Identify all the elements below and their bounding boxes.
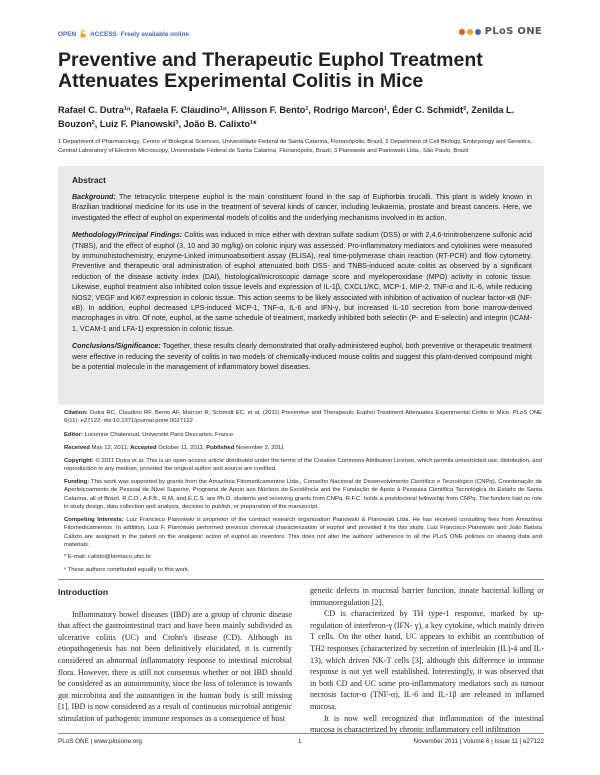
logo-dots-icon xyxy=(459,29,481,35)
page-number: 1 xyxy=(298,738,302,745)
intro-paragraph-3: CD is characterized by TH type-1 response, marked by up-regulation of interferon-γ (IFN- γ), a key cytokine, which mainly driven T cells. On the other hand, UC appears to exhibit an contribution of TH2 responses (characterized by secretion of interleukin (IL)-4 and IL-13), which driven NK-T cells [3], although this difference in immune response is not yet well established. Interestingly, it was observed that in both CD and UC some pro-inflammatory mediators such as tumour necrosis factor-α (TNF-α), IL-6 and IL-1β are released in inflamed mucosa. xyxy=(310,609,544,711)
availability-label: Freely available online xyxy=(120,30,189,38)
footer-issue: November 2011 | Volume 6 | Issue 11 | e27122 xyxy=(413,738,544,745)
abstract-methodology: Methodology/Principal Findings: Colitis was induced in mice either with dextran sulfate sodium (DSS) or with 2,4,6-trinitrobenzene sulfonic acid (TNBS), and the effect of euphol (3, 10 and 30 mg/kg) on colonic injury was assessed. Pro-inflammatory mediators and cytokines were measured by immunohistochemistry, enzyme-Linked immunoabsorbent assay (ELISA), real time-polymerase chain reaction (RT-PCR) and flow cytometry. Preventive and therapeutic oral administration of euphol attenuated both DSS- and TNBS-induced acute colitis as observed by a significant reduction of the disease activity index (DAI), histological/microscopic damage score and myeloperoxidase (MPO) activity in colonic tissue. Likewise, euphol treatment also inhibited colon tissue levels and expression of IL-1β, CXCL1/KC, MCP-1, MIP-2, TNF-α and IL-6, while reducing NOS2, VEGF and Ki67 expression in colonic tissue. This action seems to be likely associated with inhibition of activation of nuclear factor-κB (NF-κB). In addition, euphol decreased LPS-induced MCP-1, TNF-α, IL-6 and IFN-γ, but increased IL-10 secretion from bone marrow-derived macrophages in vitro. Of note, euphol, at the same schedule of treatment, markedly inhibited both selectin (P- and E-selectin) and integrin (ICAM-1, VCAM-1 and LFA-1) expression in colonic tissue. xyxy=(72,231,532,333)
open-access-lock-icon xyxy=(80,30,86,38)
abstract-conclusions: Conclusions/Significance: Together, these results clearly demonstrated that orally-administered euphol, both preventive or therapeutic treatment were effective in reducing the severity of colitis in two models of chemically-induced mouse colitis and suggest this plant-derived compound might be a potential molecule in the management of inflammatory bowel diseases. xyxy=(72,342,532,372)
open-access-banner xyxy=(58,30,189,38)
logo-text: PLoS ONE xyxy=(484,26,542,37)
corresponding-email: * E-mail: calixto@farmaco.ufsc.br xyxy=(64,554,152,560)
competing-interests: Competing Interests: Luiz Francisco Pianowski is proprietor of the contract research organization Pianowski & Pianowski Ltda. He has received consulting fees from Amazônia Fitomedicamentos. In addition, Luiz F. Pianowski performed previous chemical characterization of euphol and provided it for this study. Luiz Francisco Pianowski and João Batista Calixto are assigned in the patent on the analgesic action of euphol as inventors. This does not alter the authors' adherence to all the PLoS ONE policies on sharing data and materials. xyxy=(64,517,542,548)
dates: Received May 12, 2011; Accepted October 11, 2011; Published November 2, 2011 xyxy=(64,445,284,451)
intro-paragraph-1: Inflammatory bowel diseases (IBD) are a group of chronic disease that affect the gastrointestinal tract and have been mainly subdivided as ulcerative colitis (UC) and Crohn's disease (CD). Although its etiopathogenesis has not been definitively elucidated, it is currently considered an abnormal inflammatory response to intestinal microbial flora. However, there is still not consensus whether or not IBD should be considered as an autoimmunity, since the loss of tolerance is towards gut microbiota and the autoantigen in the human body is still missing [1]. IBD is now considered as a result of continuous microbial antigenic stimulation of pathogenic immune responses as a consequence of host xyxy=(58,609,292,723)
right-column xyxy=(310,585,544,736)
abstract-background: Background: The tetracyclic triterpene euphol is the main constituent found in the sap of Euphorbia tirucalli. This plant is widely known in Brazilian traditional medicine for its use in the treatment of several kinds of cancer, including leukaemia, prostate and breast cancers. Here, we investigated the effect of euphol on experimental models of colitis and the underlying mechanisms involved in its action. xyxy=(72,193,532,222)
page-footer xyxy=(58,738,544,750)
open-label: OPEN xyxy=(58,30,77,38)
abstract-heading: Abstract xyxy=(72,175,106,185)
section-divider xyxy=(58,579,544,580)
abstract-box xyxy=(58,166,544,405)
intro-paragraph-4: It is now well recognized that inflammation of the intestinal mucosa is characterized by chronic inflammatory cell infiltration xyxy=(310,713,544,735)
footer-journal: PLoS ONE | www.plosone.org xyxy=(58,738,142,745)
footer-divider xyxy=(58,733,544,734)
equal-contribution-note: ⁿ These authors contributed equally to this work. xyxy=(64,567,190,573)
left-column xyxy=(58,587,292,725)
citation: Citation: Dutra RC, Claudino RF, Bento AF, Marcon R, Schmidt ÉC, et al. (2011) Preventive and Therapeutic Euphol Treatment Attenuates Experimental Colitis in Mice. PLoS ONE 6(11): e27122. doi:10.1371/journal.pone.0027122 xyxy=(64,410,542,425)
editor: Editor: Lucienne Chatenoud, Université Paris Descartes, France xyxy=(64,432,234,438)
author-list: Rafael C. Dutra¹ⁿ, Rafaela F. Claudino¹ⁿ, Allisson F. Bento¹, Rodrigo Marcon¹, Éder C. Schmidt², Zenilda L. Bouzon², Luiz F. Pianowski³, João B. Calixto¹* xyxy=(58,105,515,129)
access-label: ACCESS xyxy=(90,30,117,38)
introduction-heading: Introduction xyxy=(58,587,109,597)
funding: Funding: This work was supported by grants from the Amazônia Fitomedicamentos Ltda., Conselho Nacional de Desenvolvimento Científico e Tecnológico (CNPq), Coordenação de Aperfeiçoamento de Pessoal de Nível Superior, Programa de Apoio aos Núcleos de Excelência and the Fundação de Apoio à Pesquisa Científica Tecnológica do Estado de Santa Catarina, all of Brazil. R.C.D., A.F.B., R.M. and É.C.S. are Ph.D. students and receiving grants from CNPq. R.F.C. holds a postdoctoral fellowship from CNPq. The funders had no role in study design, data collection and analysis, decision to publish, or preparation of the manuscript. xyxy=(64,479,543,510)
intro-paragraph-2: genetic defects in mucosal barrier function, innate bacterial killing or immunoregulation [2]. xyxy=(310,586,544,607)
copyright: Copyright: © 2011 Dutra et al. This is an open-access article distributed under the terms of the Creative Commons Attribution License, which permits unrestricted use, distribution, and reproduction in any medium, provided the original author and source are credited. xyxy=(64,458,542,473)
journal-logo xyxy=(459,26,542,37)
article-title: Preventive and Therapeutic Euphol Treatment Attenuates Experimental Colitis in Mice xyxy=(58,49,483,92)
affiliations: 1 Department of Pharmacology, Centre of Biological Sciences, Universidade Federal de Santa Catarina, Florianópolis, Brazil, 2 Department of Cell Biology, Embryology and Genetics, Central Laboratory of Electron Microscopy, Universidade Federal de Santa Catarina, Florianópolis, Brazil, 3 Pianowski and Pianowski Ltda., São Paulo, Brazil xyxy=(58,139,533,154)
